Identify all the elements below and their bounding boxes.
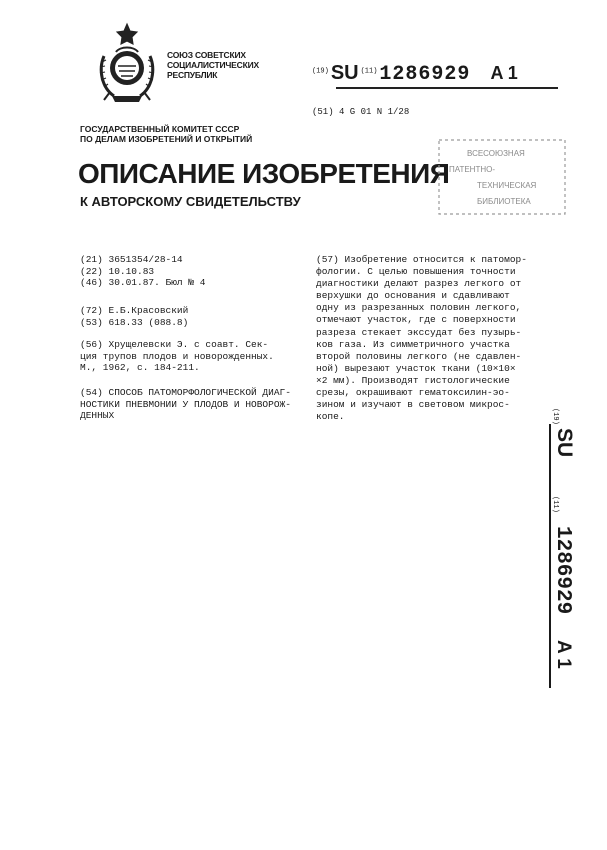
committee-line: ГОСУДАРСТВЕННЫЙ КОМИТЕТ СССР (80, 124, 240, 134)
side-kind-code: A 1 (553, 640, 574, 669)
author: (72) Е.Б.Красовский (80, 305, 189, 316)
abstract-line: копе. (316, 411, 345, 423)
invention-title-line: (54) СПОСОБ ПАТОМОРФОЛОГИЧЕСКОЙ ДИАГ- (80, 387, 291, 398)
union-name (167, 50, 259, 80)
reference-line: М., 1962, с. 184-211. (80, 362, 200, 374)
country-tag: (19) (312, 67, 329, 76)
abstract-line: одну из разрезанных половин легкого, (316, 302, 522, 314)
stamp-text: ВСЕСОЮЗНАЯ (467, 149, 525, 158)
stamp-text: ТЕХНИЧЕСКАЯ (477, 181, 537, 190)
union-line: РЕСПУБЛИК (167, 70, 218, 80)
vertical-patent-code (548, 402, 588, 692)
invention-title-line: ДЕННЫХ (80, 410, 115, 422)
union-line: СОЦИАЛИСТИЧЕСКИХ (167, 60, 259, 70)
publication-code (312, 62, 518, 86)
abstract-line: разреза стекает экссудат без пузырь- (316, 326, 522, 338)
abstract-line: второй половины легкого (не сдавлен- (316, 350, 522, 362)
library-stamp (437, 138, 567, 216)
abstract-line: фологии. С целью повышения точности (316, 266, 516, 278)
side-country-tag: (19) (551, 408, 559, 425)
side-rule (549, 424, 551, 688)
udc: (53) 618.33 (088.8) (80, 316, 189, 328)
abstract-line: верхушки до основания и сдавливают (316, 290, 510, 302)
committee-line: ПО ДЕЛАМ ИЗОБРЕТЕНИЙ И ОТКРЫТИЙ (80, 134, 253, 144)
invention-title (80, 387, 291, 422)
ussr-emblem-icon (96, 22, 158, 110)
code-underline (336, 87, 558, 89)
application-number: (21) 3651354/28-14 (80, 254, 183, 265)
abstract-line: отмечают участок, где с поверхности (316, 314, 516, 326)
abstract (316, 254, 527, 423)
invention-title-line: НОСТИКИ ПНЕВМОНИИ У ПЛОДОВ И НОВОРОЖ- (80, 398, 291, 410)
author-block (80, 305, 188, 328)
filing-date: (22) 10.10.83 (80, 265, 155, 277)
side-patent-number: 1286929 (551, 526, 574, 615)
abstract-line: ной) вырезают участок ткани (10×10× (316, 362, 516, 374)
number-tag: (11) (360, 67, 378, 76)
document-title: ОПИСАНИЕ ИЗОБРЕТЕНИЯ (78, 158, 450, 189)
abstract-line: ков газа. Из симметричного участка (316, 338, 510, 350)
stamp-text: ПАТЕНТНО- (449, 165, 496, 174)
abstract-line: диагностики делают разрез легкого от (316, 278, 522, 290)
abstract-line: зином и изучают в световом микрос- (316, 399, 510, 411)
references (80, 339, 274, 374)
side-country-code: SU (553, 428, 576, 458)
kind-code: A 1 (490, 63, 518, 83)
abstract-line: срезы, окрашивают гематоксилин-эо- (316, 387, 510, 399)
patent-number: 1286929 (379, 63, 471, 86)
reference-line: (56) Хрущелевски Э. с соавт. Сек- (80, 339, 269, 350)
document-subtitle: К АВТОРСКОМУ СВИДЕТЕЛЬСТВУ (80, 194, 301, 209)
stamp-text: БИБЛИОТЕКА (477, 197, 531, 206)
abstract-line: (57) Изобретение относится к патомор- (316, 254, 527, 265)
ipc-classification: (51) 4 G 01 N 1/28 (312, 107, 410, 117)
union-line: СОЮЗ СОВЕТСКИХ (167, 50, 246, 60)
publication-date: (46) 30.01.87. Бюл № 4 (80, 277, 206, 289)
committee-name (80, 124, 252, 144)
side-number-tag: (11) (551, 496, 559, 513)
reference-line: ция трупов плодов и новорожденных. (80, 350, 274, 362)
country-code: SU (330, 62, 359, 84)
abstract-line: ×2 мм). Производят гистологические (316, 374, 510, 386)
bibliographic-data (80, 254, 205, 289)
